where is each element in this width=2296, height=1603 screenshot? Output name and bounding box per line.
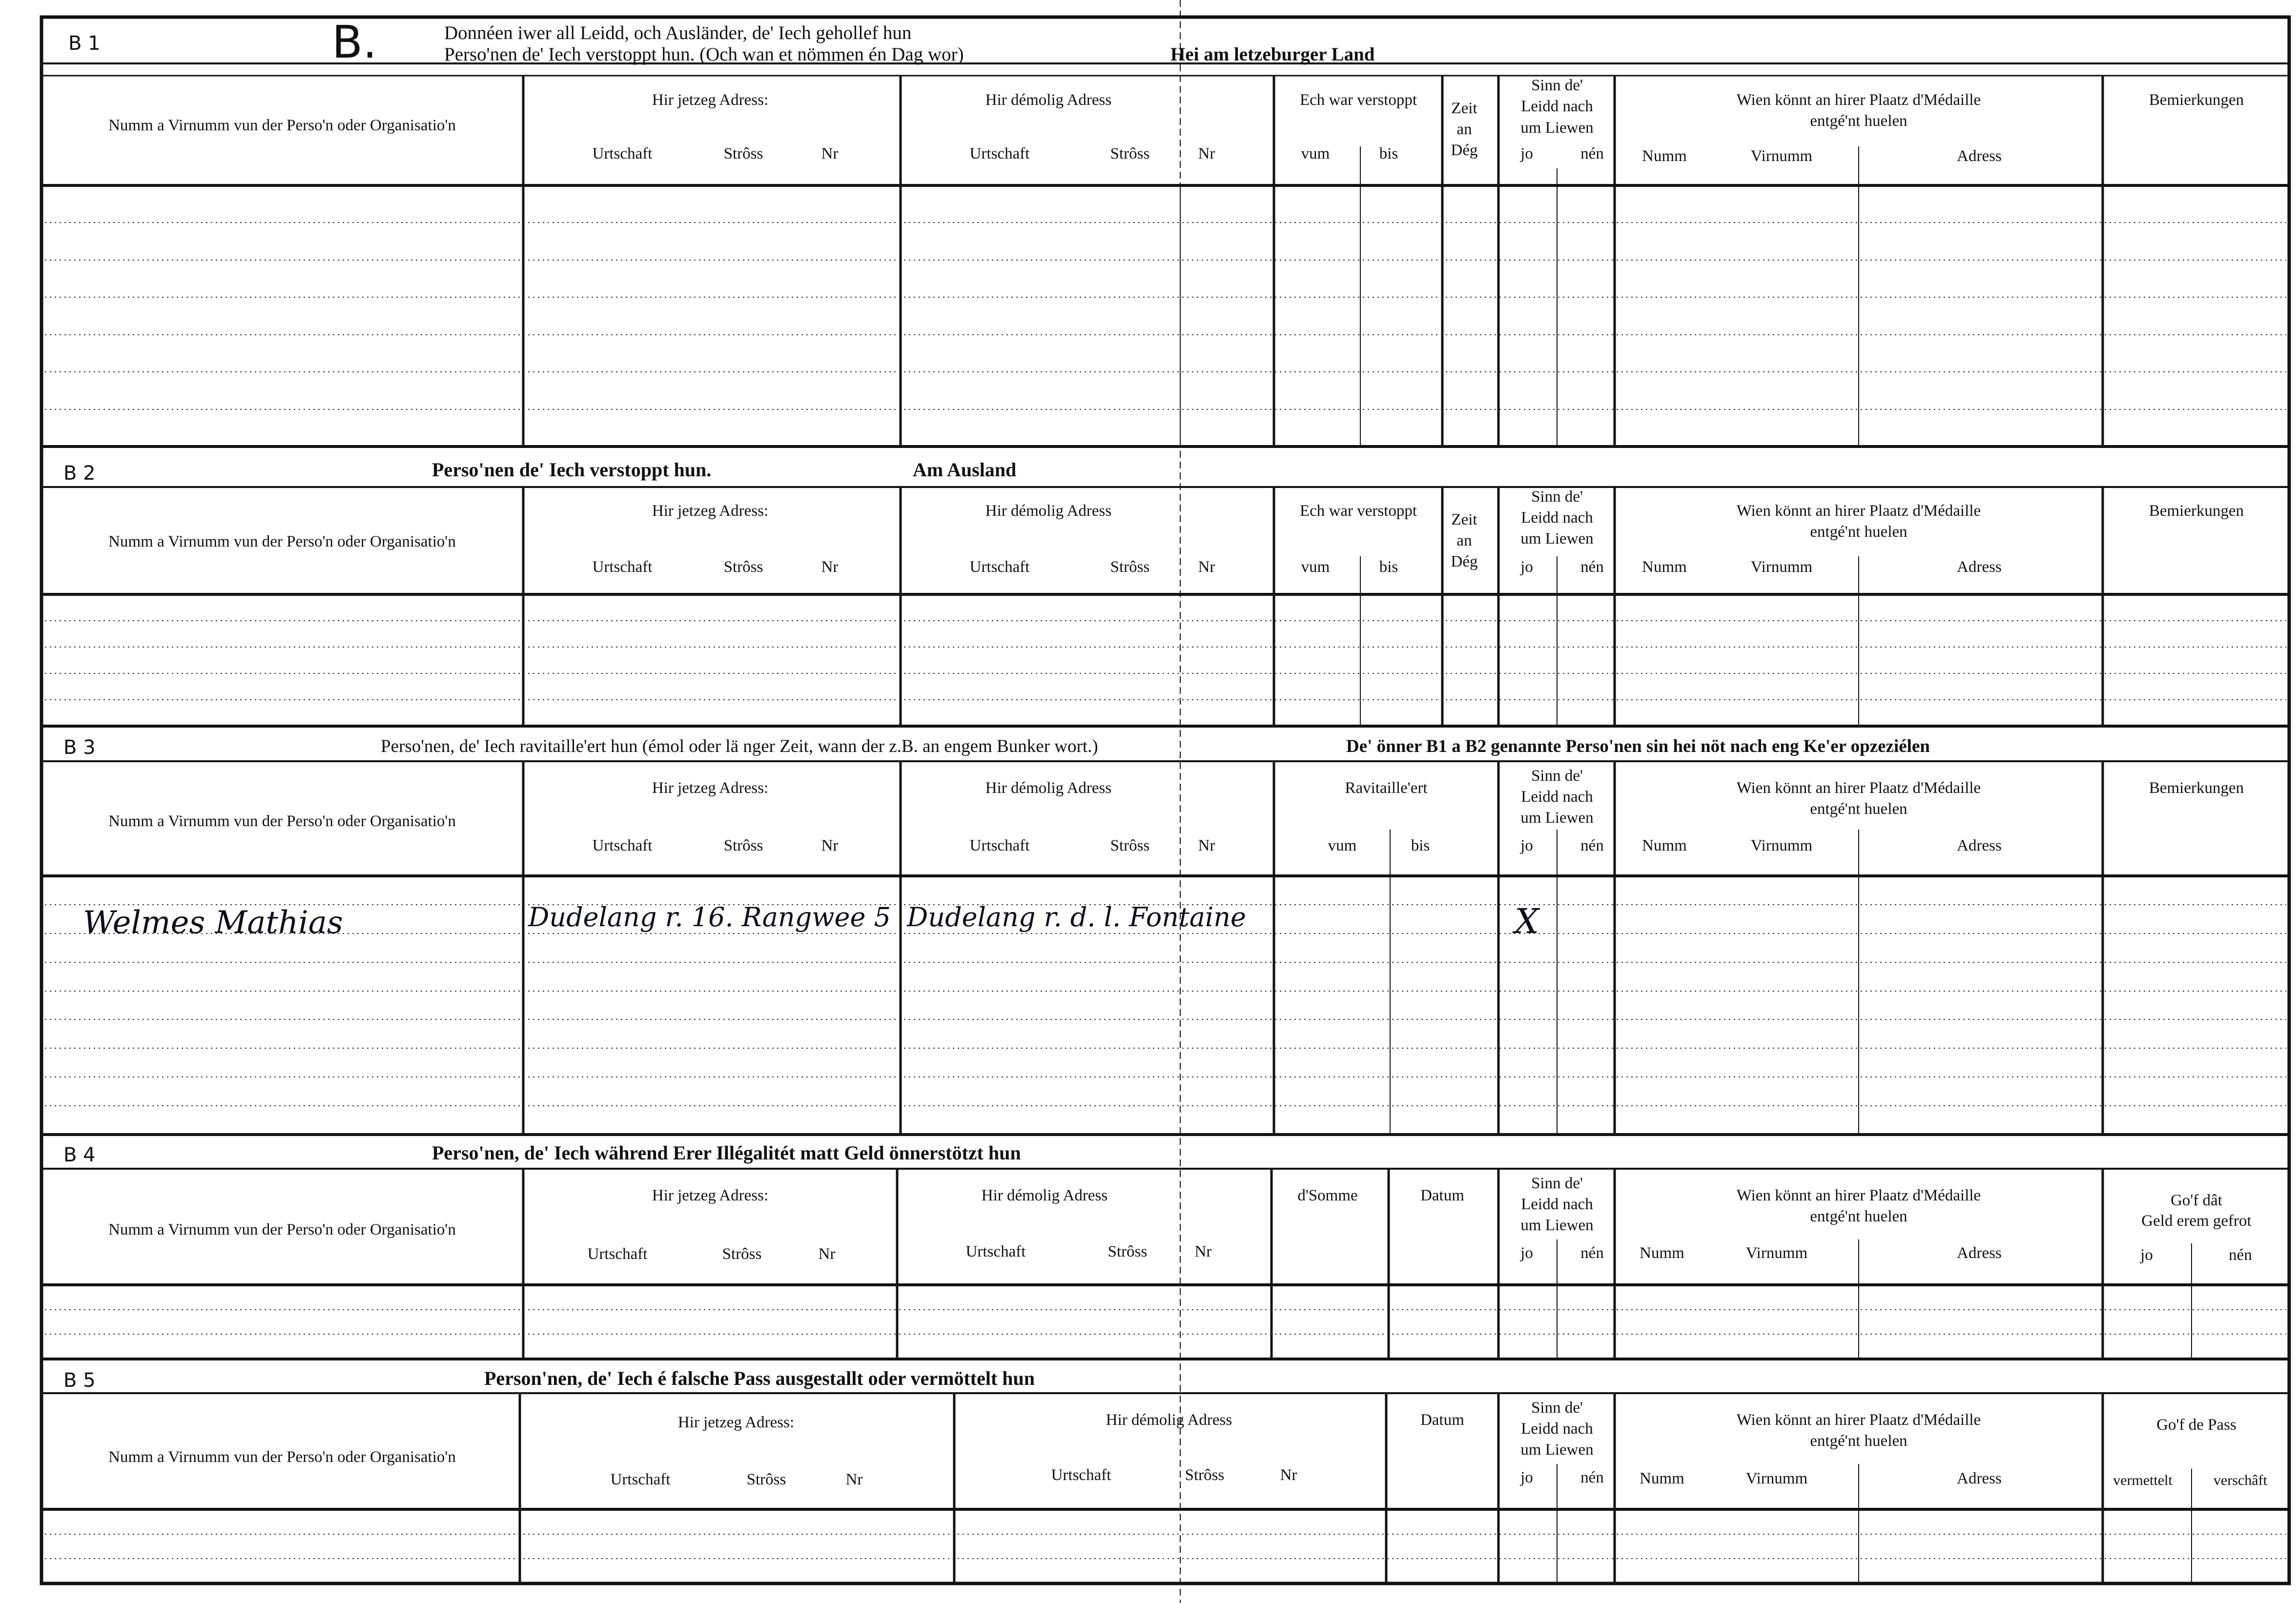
b1-days-3: Dég — [1451, 142, 1478, 159]
outer-frame — [41, 17, 2289, 1583]
b1-former-street: Strôss — [1110, 145, 1150, 162]
b5-risk-1: Sinn de' — [1531, 1399, 1583, 1417]
b4-former-nr: Nr — [1194, 1243, 1212, 1260]
b4-date: Datum — [1420, 1187, 1464, 1204]
section-code-b1: B 1 — [68, 32, 101, 55]
b2-surname: Numm — [1642, 558, 1687, 576]
b2-remarks: Bemierkungen — [2149, 502, 2244, 520]
entry-current-address: Dudelang r. 16. Rangwee 5 — [528, 902, 891, 933]
b2-former-nr: Nr — [1198, 558, 1215, 576]
b1-current-address: Hir jetzeg Adress: — [652, 91, 769, 109]
b2-name-header: Numm a Virnumm vun der Perso'n oder Organisatio'n — [108, 533, 456, 550]
b2-from: vum — [1301, 558, 1330, 576]
b2-risk-1: Sinn de' — [1531, 488, 1583, 506]
b2-until: bis — [1379, 558, 1398, 576]
b1-column-headers — [108, 77, 2244, 165]
b4-risk-2: Leidd nach — [1521, 1196, 1593, 1213]
b4-surname: Numm — [1640, 1244, 1684, 1262]
b1-hidden: Ech war verstoppt — [1299, 91, 1417, 109]
entry-former-address: Dudelang r. d. l. Fontaine — [907, 902, 1246, 933]
b2-risk-3: um Liewen — [1520, 530, 1594, 548]
form-letter: B. — [332, 16, 377, 68]
b2-column-headers — [108, 488, 2244, 576]
b5-surname: Numm — [1640, 1470, 1684, 1487]
b2-yes: jo — [1520, 558, 1533, 576]
b5-former-nr: Nr — [1280, 1466, 1297, 1484]
b2-title: Perso'nen de' Iech verstoppt hun. — [432, 459, 712, 481]
b1-surname: Numm — [1642, 147, 1687, 165]
b4-former-address: Hir démolig Adress — [981, 1187, 1108, 1204]
entry-name: Welmes Mathias — [83, 905, 343, 941]
b4-street: Strôss — [722, 1245, 762, 1263]
b2-former-address: Hir démolig Adress — [985, 502, 1112, 520]
b2-medal-1: Wien könnt an hirer Plaatz d'Médaille — [1736, 502, 1981, 520]
b2-days-1: Zeit — [1451, 511, 1477, 528]
b2-address: Adress — [1957, 558, 2002, 576]
b1-until: bis — [1379, 145, 1398, 162]
b2-former-street: Strôss — [1110, 558, 1150, 576]
b2-street: Strôss — [723, 558, 763, 576]
b5-pass: Go'f de Pass — [2156, 1416, 2236, 1434]
b2-region: Am Ausland — [913, 459, 1017, 481]
b3-risk-1: Sinn de' — [1531, 767, 1583, 785]
b3-surname: Numm — [1642, 837, 1687, 854]
entry-risk-mark: X — [1515, 901, 1539, 941]
b5-former-street: Strôss — [1185, 1466, 1225, 1484]
b2-risk-2: Leidd nach — [1521, 509, 1593, 527]
b5-current-address: Hir jetzeg Adress: — [677, 1414, 795, 1431]
b1-days-1: Zeit — [1451, 100, 1477, 117]
b4-former-street: Strôss — [1107, 1243, 1148, 1260]
b4-asked-yes: jo — [2140, 1246, 2153, 1264]
b5-date: Datum — [1420, 1411, 1464, 1429]
b2-medal-2: entgé'nt huelen — [1810, 523, 1907, 541]
b5-firstname: Virnumm — [1745, 1470, 1808, 1487]
b1-street: Strôss — [723, 145, 763, 162]
header-line-2: Perso'nen de' Iech verstoppt hun. (Och wan et nömmen én Dag wor) — [444, 44, 964, 65]
section-code-b5: B 5 — [63, 1369, 96, 1392]
b5-former-address: Hir démolig Adress — [1106, 1411, 1232, 1429]
header-region: Hei am letzeburger Land — [1170, 44, 1375, 65]
section-code-b3: B 3 — [63, 736, 96, 759]
b1-address: Adress — [1957, 147, 2002, 165]
b5-street: Strôss — [746, 1471, 786, 1488]
b4-title: Perso'nen, de' Iech während Erer Illégalitét matt Geld önnerstötzt hun — [432, 1142, 1021, 1164]
b1-medal-1: Wien könnt an hirer Plaatz d'Médaille — [1736, 91, 1981, 109]
b4-risk-3: um Liewen — [1520, 1217, 1594, 1234]
b5-nr: Nr — [845, 1471, 863, 1488]
b3-remarks: Bemierkungen — [2149, 779, 2244, 797]
b3-title: Perso'nen, de' Iech ravitaille'ert hun (émol oder lä nger Zeit, wann der z.B. an engem Bunker wort.) — [381, 736, 1098, 756]
b4-address: Adress — [1957, 1244, 2002, 1262]
b4-former-locality: Urtschaft — [965, 1243, 1026, 1260]
b3-former-street: Strôss — [1110, 837, 1150, 854]
b5-mediated: vermettelt — [2113, 1472, 2173, 1488]
section-code-b2: B 2 — [63, 462, 96, 485]
b4-firstname: Virnumm — [1745, 1244, 1808, 1262]
b3-yes: jo — [1520, 837, 1533, 854]
b3-note: De' önner B1 a B2 genannte Perso'nen sin hei nöt nach eng Ke'er opzeziélen — [1346, 736, 1930, 756]
b5-no: nén — [1580, 1469, 1604, 1486]
b3-no: nén — [1580, 837, 1604, 854]
b3-risk-2: Leidd nach — [1521, 788, 1593, 806]
b3-column-headers — [108, 767, 2244, 854]
b2-hidden: Ech war verstoppt — [1299, 502, 1417, 520]
b2-days-2: an — [1456, 532, 1472, 549]
b5-medal-1: Wien könnt an hirer Plaatz d'Médaille — [1736, 1411, 1981, 1429]
b4-sum: d'Somme — [1297, 1187, 1358, 1204]
b2-no: nén — [1580, 558, 1604, 576]
b1-yes: jo — [1520, 145, 1533, 162]
b3-former-nr: Nr — [1198, 837, 1215, 854]
b3-former-locality: Urtschaft — [969, 837, 1030, 854]
b4-no: nén — [1580, 1244, 1604, 1262]
b1-former-address: Hir démolig Adress — [985, 91, 1112, 109]
b1-risk-1: Sinn de' — [1531, 77, 1583, 94]
b3-nr: Nr — [821, 837, 839, 854]
b4-asked-1: Go'f dât — [2171, 1192, 2222, 1209]
b2-current-address: Hir jetzeg Adress: — [652, 502, 769, 520]
b5-address: Adress — [1957, 1470, 2002, 1487]
b3-street: Strôss — [723, 837, 763, 854]
b1-locality: Urtschaft — [592, 145, 653, 162]
b5-name-header: Numm a Virnumm vun der Perso'n oder Organisatio'n — [108, 1448, 456, 1466]
b4-asked-2: Geld erem gefrot — [2141, 1212, 2252, 1230]
b5-risk-3: um Liewen — [1520, 1441, 1594, 1459]
b3-until: bis — [1411, 837, 1430, 854]
b4-medal-1: Wien könnt an hirer Plaatz d'Médaille — [1736, 1187, 1981, 1204]
b5-obtained: verschâft — [2214, 1472, 2267, 1488]
b5-medal-2: entgé'nt huelen — [1810, 1432, 1907, 1450]
b3-from: vum — [1328, 837, 1357, 854]
b5-title: Person'nen, de' Iech é falsche Pass ausgestallt oder vermöttelt hun — [484, 1367, 1035, 1389]
b5-locality: Urtschaft — [610, 1471, 671, 1488]
b4-asked-no: nén — [2229, 1246, 2252, 1264]
b1-no: nén — [1580, 145, 1604, 162]
b3-firstname: Virnumm — [1750, 837, 1813, 854]
b2-days-3: Dég — [1451, 553, 1478, 570]
b3-current-address: Hir jetzeg Adress: — [652, 779, 769, 797]
b4-nr: Nr — [818, 1245, 836, 1263]
b4-locality: Urtschaft — [587, 1245, 648, 1263]
b3-locality: Urtschaft — [592, 837, 653, 854]
b1-days-2: an — [1456, 121, 1472, 138]
b3-medal-1: Wien könnt an hirer Plaatz d'Médaille — [1736, 779, 1981, 797]
b3-name-header: Numm a Virnumm vun der Perso'n oder Organisatio'n — [108, 812, 456, 830]
b1-risk-3: um Liewen — [1520, 119, 1594, 137]
b1-name-header: Numm a Virnumm vun der Perso'n oder Organisatio'n — [108, 117, 456, 134]
b4-name-header: Numm a Virnumm vun der Perso'n oder Organisatio'n — [108, 1221, 456, 1238]
b2-locality: Urtschaft — [592, 558, 653, 576]
b5-former-locality: Urtschaft — [1051, 1466, 1111, 1484]
b1-former-nr: Nr — [1198, 145, 1215, 162]
b2-nr: Nr — [821, 558, 839, 576]
header-line-1: Donnéen iwer all Leidd, och Ausländer, de' Iech gehollef hun — [444, 22, 912, 43]
b2-firstname: Virnumm — [1750, 558, 1813, 576]
b4-current-address: Hir jetzeg Adress: — [652, 1187, 769, 1204]
b3-risk-3: um Liewen — [1520, 809, 1594, 827]
b1-from: vum — [1301, 145, 1330, 162]
b1-medal-2: entgé'nt huelen — [1810, 112, 1907, 130]
b3-former-address: Hir démolig Adress — [985, 779, 1112, 797]
b5-risk-2: Leidd nach — [1521, 1420, 1593, 1438]
b5-yes: jo — [1520, 1469, 1533, 1486]
b1-remarks: Bemierkungen — [2149, 91, 2244, 109]
b2-former-locality: Urtschaft — [969, 558, 1030, 576]
b4-yes: jo — [1520, 1244, 1533, 1262]
b1-risk-2: Leidd nach — [1521, 98, 1593, 115]
b4-risk-1: Sinn de' — [1531, 1175, 1583, 1192]
b3-supplied: Ravitaille'ert — [1345, 779, 1428, 797]
b1-former-locality: Urtschaft — [969, 145, 1030, 162]
b1-nr: Nr — [821, 145, 839, 162]
section-code-b4: B 4 — [63, 1144, 96, 1166]
b4-medal-2: entgé'nt huelen — [1810, 1208, 1907, 1225]
b3-address: Adress — [1957, 837, 2002, 854]
b1-firstname: Virnumm — [1750, 147, 1813, 165]
b3-medal-2: entgé'nt huelen — [1810, 800, 1907, 818]
b5-column-headers — [108, 1399, 2267, 1488]
